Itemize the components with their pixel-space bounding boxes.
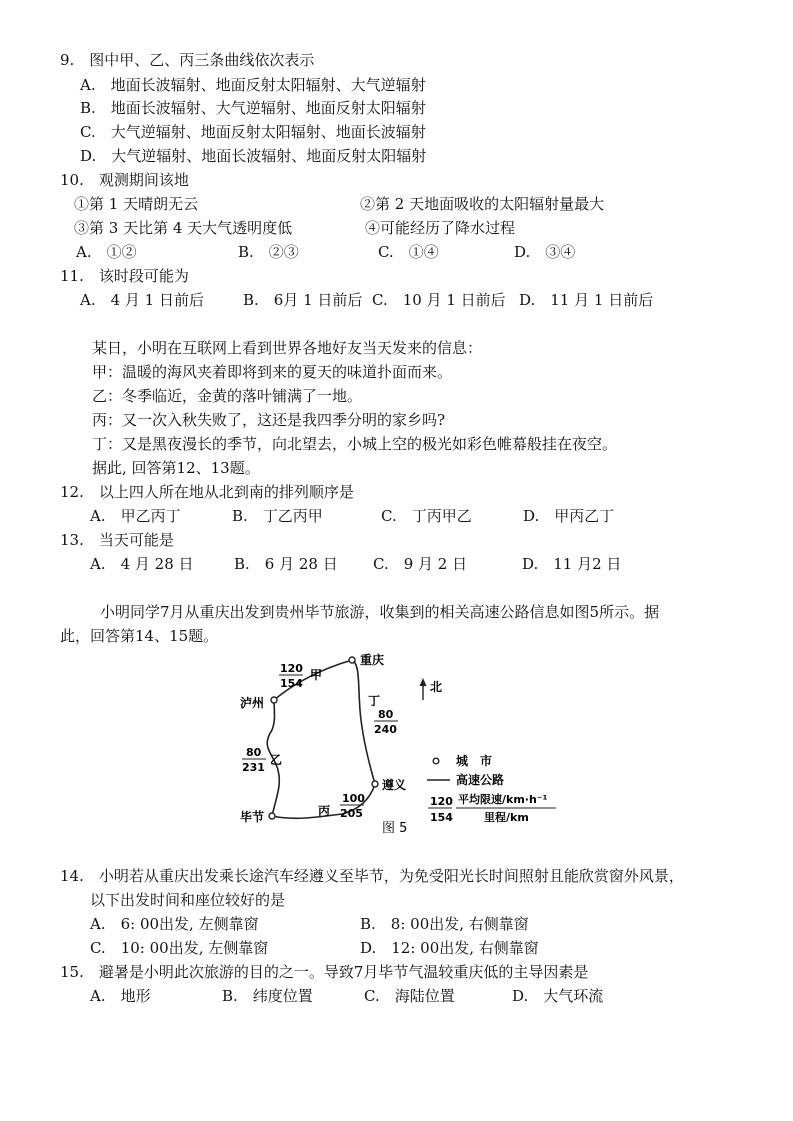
q10-option-c[interactable]: C. ①④ [378,243,439,261]
passage2-line-1: 小明同学7月从重庆出发到贵州毕节旅游，收集到的相关高速公路信息如图5所示。据 [100,603,660,621]
city-marker-chongqing [349,657,355,663]
segment-ding-speed: 80 [378,708,394,721]
q15-option-a[interactable]: A. 地形 [90,987,151,1005]
q15-option-d[interactable]: D. 大气环流 [512,987,604,1005]
segment-jia-speed: 120 [280,662,303,675]
q9-option-d[interactable]: D. 大气逆辐射、地面长波辐射、地面反射太阳辐射 [80,147,427,165]
passage1-line-3: 乙：冬季临近，金黄的落叶铺满了一地。 [92,387,363,405]
q9-option-c[interactable]: C. 大气逆辐射、地面反射太阳辐射、地面长波辐射 [80,123,426,141]
passage1-line-4: 丙：又一次入秋失败了，这还是我四季分明的家乡吗? [92,411,446,429]
north-arrow-icon [420,678,427,700]
segment-bing-name: 丙 [318,804,331,818]
q15-option-b[interactable]: B. 纬度位置 [222,987,313,1005]
q10-statement-4: ④可能经历了降水过程 [365,219,516,237]
q12-option-d[interactable]: D. 甲丙乙丁 [523,507,615,525]
north-label: 北 [430,680,443,694]
segment-jia-name: 甲 [310,668,323,682]
segment-yi-speed: 80 [246,746,262,759]
segment-jia-distance: 154 [280,677,303,690]
q14-stem: 14. 小明若从重庆出发乘长途汽车经遵义至毕节，为免受阳光长时间照射且能欣赏窗外风景， [60,867,684,885]
highway-map-figure [230,650,570,840]
city-label-luzhou: 泸州 [240,696,265,710]
q13-option-b[interactable]: B. 6 月 28 日 [234,555,338,573]
q10-option-d[interactable]: D. ③④ [514,243,576,261]
q9-stem: 9. 图中甲、乙、丙三条曲线依次表示 [60,51,315,69]
q12-option-c[interactable]: C. 丁丙甲乙 [381,507,472,525]
segment-bing-distance: 205 [340,807,363,820]
q11-stem: 11. 该时段可能为 [60,267,189,285]
passage2-line-2: 此，回答第14、15题。 [60,627,219,645]
legend-distance-label: 里程/km [484,811,529,824]
passage1-line-6: 据此, 回答第12、13题。 [92,459,260,477]
q11-option-b[interactable]: B. 6月 1 日前后 [243,291,363,309]
segment-yi-name: 乙 [270,753,283,767]
q10-option-a[interactable]: A. ①② [76,243,137,261]
q10-statement-1: ①第 1 天晴朗无云 [74,195,199,213]
q13-option-a[interactable]: A. 4 月 28 日 [90,555,194,573]
passage1-line-5: 丁：又是黑夜漫长的季节，向北望去，小城上空的极光如彩色帷幕般挂在夜空。 [92,435,618,453]
q10-stem: 10. 观测期间该地 [60,171,189,189]
q11-option-c[interactable]: C. 10 月 1 日前后 [372,291,506,309]
q11-option-d[interactable]: D. 11 月 1 日前后 [519,291,654,309]
legend-sample-distance: 154 [430,811,453,824]
passage1-line-2: 甲：温暖的海风夹着即将到来的夏天的味道扑面而来。 [92,363,453,381]
segment-yi-distance: 231 [242,761,265,774]
q14-option-d[interactable]: D. 12: 00出发, 右侧靠窗 [360,939,539,957]
legend-sample-speed: 120 [430,795,453,808]
q14-option-c[interactable]: C. 10: 00出发, 左侧靠窗 [90,939,269,957]
q15-stem: 15. 避暑是小明此次旅游的目的之一。导致7月毕节气温较重庆低的主导因素是 [60,963,589,981]
q13-option-c[interactable]: C. 9 月 2 日 [373,555,468,573]
q13-option-d[interactable]: D. 11 月2 日 [522,555,622,573]
segment-ding-distance: 240 [374,723,397,736]
passage1-line-1: 某日，小明在互联网上看到世界各地好友当天发来的信息： [92,339,483,357]
q15-option-c[interactable]: C. 海陆位置 [364,987,455,1005]
q14-stem-line-2: 以下出发时间和座位较好的是 [90,891,286,909]
legend-city-label: 城 市 [456,754,493,768]
q12-stem: 12. 以上四人所在地从北到南的排列顺序是 [60,483,354,501]
q9-option-b[interactable]: B. 地面长波辐射、大气逆辐射、地面反射太阳辐射 [80,99,426,117]
legend-road-label: 高速公路 [456,773,505,787]
city-label-chongqing: 重庆 [360,653,385,667]
q11-option-a[interactable]: A. 4 月 1 日前后 [80,291,204,309]
segment-ding-name: 丁 [368,694,381,708]
q12-option-a[interactable]: A. 甲乙丙丁 [90,507,181,525]
q14-option-a[interactable]: A. 6: 00出发, 左侧靠窗 [90,915,259,933]
legend-city-icon [433,758,439,764]
city-marker-luzhou [271,697,277,703]
q10-statement-3: ③第 3 天比第 4 天大气透明度低 [74,219,293,237]
q12-option-b[interactable]: B. 丁乙丙甲 [232,507,323,525]
legend-speed-label: 平均限速/km·h⁻¹ [458,793,548,806]
q10-statement-2: ②第 2 天地面吸收的太阳辐射量最大 [360,195,605,213]
q14-option-b[interactable]: B. 8: 00出发, 右侧靠窗 [360,915,529,933]
city-label-zunyi: 遵义 [382,778,407,792]
q9-option-a[interactable]: A. 地面长波辐射、地面反射太阳辐射、大气逆辐射 [80,76,426,94]
q10-option-b[interactable]: B. ②③ [238,243,299,261]
q13-stem: 13. 当天可能是 [60,531,174,549]
figure-caption: 图 5 [382,821,408,836]
city-label-bijie: 毕节 [240,810,265,824]
city-marker-bijie [269,813,275,819]
segment-bing-speed: 100 [342,792,365,805]
city-marker-zunyi [372,781,378,787]
